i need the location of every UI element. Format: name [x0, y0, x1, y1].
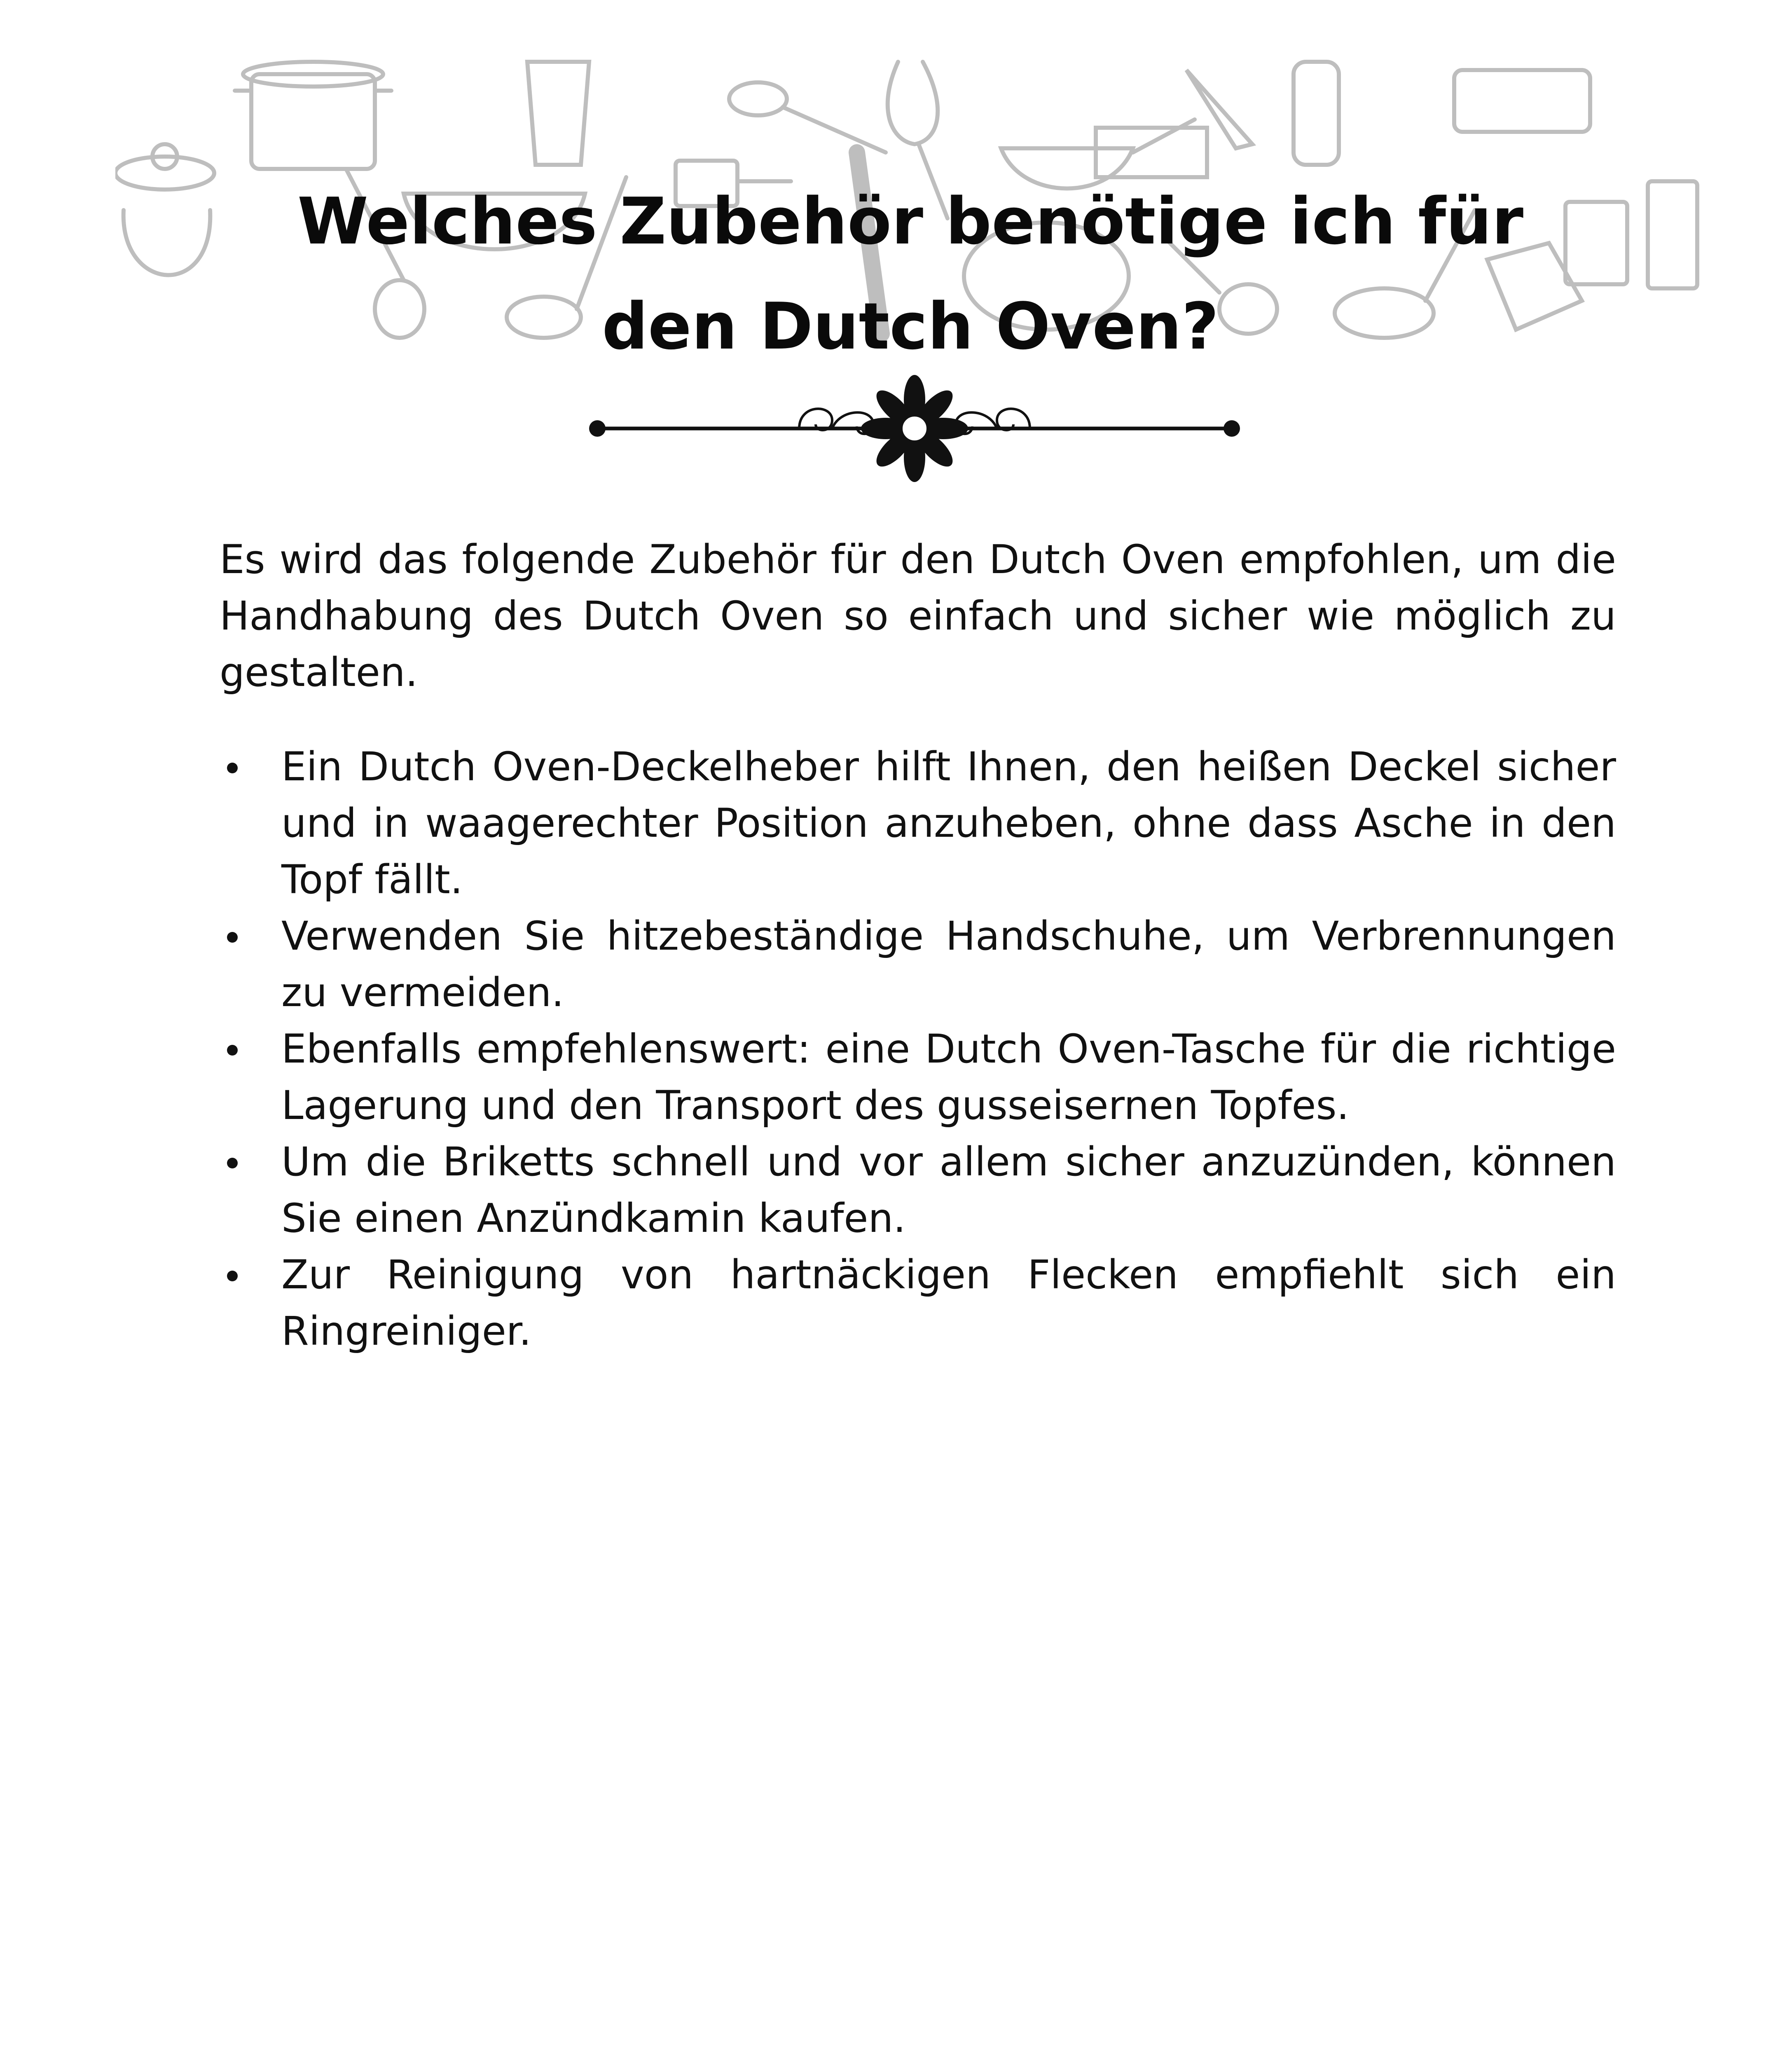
floral-divider-icon: [585, 375, 1244, 482]
intro-paragraph: Es wird das folgende Zubehör für den Dutch Oven empfohlen, um die Handhabung des Dutch Oven so einfach und sicher wie möglich zu gestalten.: [220, 536, 1616, 695]
list-item-text: Verwenden Sie hitzebeständige Handschuhe, um Verbrennungen zu vermeiden.: [281, 913, 1616, 1016]
page-title: Welches Zubehör benötige ich für den Dutch Oven?: [297, 184, 1524, 364]
list-item-text: Zur Reinigung von hartnäckigen Flecken empfiehlt sich ein Ringreiniger.: [281, 1252, 1616, 1354]
list-item-text: Ebenfalls empfehlenswert: eine Dutch Oven-Tasche für die richtige Lagerung und den Transport des gusseisernen Topfes.: [281, 1026, 1616, 1128]
accessory-list: [220, 739, 1616, 1360]
list-item: [220, 908, 1616, 1021]
list-item-text: Ein Dutch Oven-Deckelheber hilft Ihnen, den heißen Deckel sicher und in waagerechter Position anzuheben, ohne dass Asche in den Topf fällt.: [281, 744, 1616, 903]
document-body: [220, 531, 1616, 1360]
list-item-text: Um die Briketts schnell und vor allem sicher anzuzünden, können Sie einen Anzündkamin kaufen.: [281, 1139, 1616, 1241]
bullet-icon: [227, 1158, 238, 1168]
bullet-icon: [227, 1045, 238, 1056]
bullet-icon: [227, 932, 238, 943]
list-item: [220, 1134, 1616, 1247]
list-item: [220, 1247, 1616, 1360]
divider-svg: [585, 375, 1244, 482]
bullet-icon: [227, 1271, 238, 1281]
list-item: [220, 1021, 1616, 1134]
list-item: [220, 739, 1616, 908]
bullet-icon: [227, 763, 238, 773]
